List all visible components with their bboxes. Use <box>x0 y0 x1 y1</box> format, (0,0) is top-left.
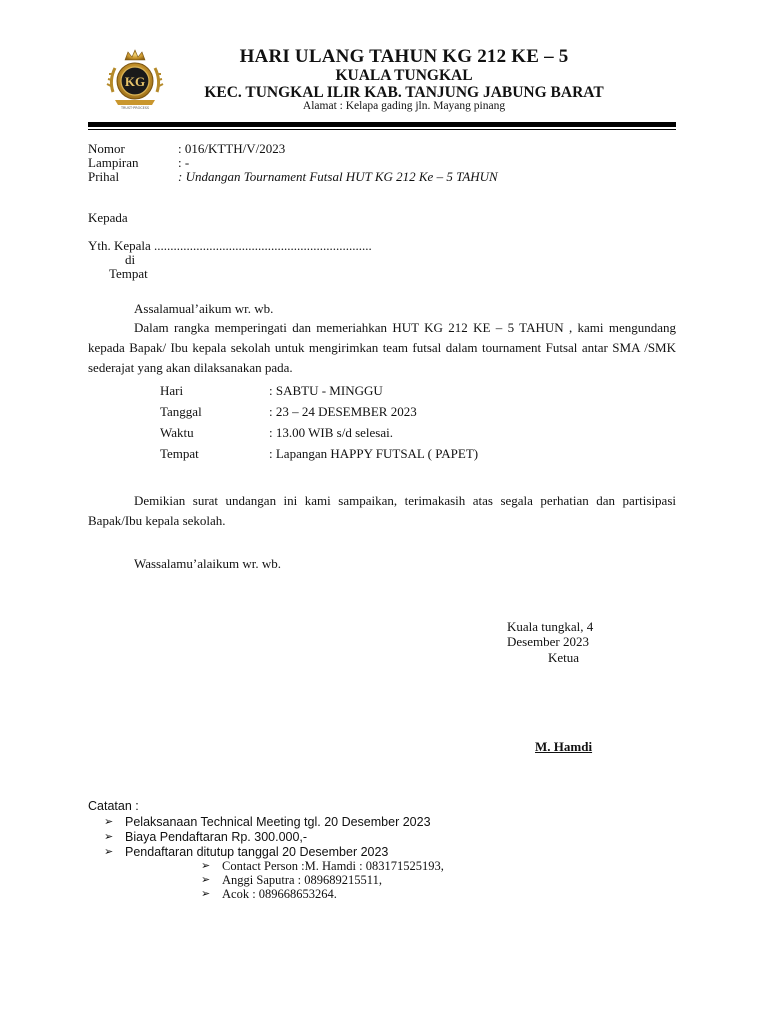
intro-paragraph: Dalam rangka memperingati dan memeriahkan HUT KG 212 KE – 5 TAHUN , kami mengundang kepada Bapak/ Ibu kepala sekolah untuk mengirimkan team futsal dalam tournament Futsal antar SMA /SMK sederajat yang akan dilaksanakan pada. <box>88 320 676 375</box>
letterhead-address: Alamat : Kelapa gading jln. Mayang pinang <box>302 100 506 112</box>
detail-value: : Lapangan HAPPY FUTSAL ( PAPET) <box>269 446 479 461</box>
note-item: Pelaksanaan Technical Meeting tgl. 20 Desember 2023 <box>125 815 431 829</box>
header-divider-thin <box>88 129 676 130</box>
note-item: Biaya Pendaftaran Rp. 300.000,- <box>125 830 308 844</box>
arrow-icon: ➢ <box>104 830 114 843</box>
recipient-di: di <box>125 252 136 267</box>
lampiran-value: : - <box>178 155 190 170</box>
signature-date: Desember 2023 <box>507 634 589 649</box>
prihal-value: : Undangan Tournament Futsal HUT KG 212 Ke – 5 TAHUN <box>178 169 498 184</box>
letterhead-city: KUALA TUNGKAL <box>335 67 473 84</box>
greeting: Assalamual’aikum wr. wb. <box>134 301 274 316</box>
notes-heading: Catatan : <box>88 799 139 813</box>
lampiran-label: Lampiran <box>88 155 139 170</box>
letterhead-region: KEC. TUNGKAL ILIR KAB. TANJUNG JABUNG BARAT <box>204 84 604 101</box>
signature-place-date: Kuala tungkal, 4 <box>507 619 594 634</box>
farewell: Wassalamu’alaikum wr. wb. <box>134 556 281 571</box>
letterhead-title: HARI ULANG TAHUN KG 212 KE – 5 <box>239 46 569 67</box>
logo-caption: TRUST·PROCESS <box>120 106 150 110</box>
contact-item: Anggi Saputra : 089689215511, <box>222 873 382 887</box>
recipient-kepada: Kepada <box>88 210 128 225</box>
detail-value: : 23 – 24 DESEMBER 2023 <box>269 404 417 419</box>
detail-label: Tempat <box>160 446 199 461</box>
detail-label: Tanggal <box>160 404 202 419</box>
detail-label: Hari <box>160 383 184 398</box>
note-item: Pendaftaran ditutup tanggal 20 Desember 2023 <box>125 845 389 859</box>
header-divider-thick <box>88 122 676 127</box>
contact-item: Contact Person :M. Hamdi : 083171525193, <box>222 859 444 873</box>
arrow-icon: ➢ <box>104 815 114 828</box>
logo-text: KG <box>124 74 146 89</box>
recipient-tempat: Tempat <box>109 266 148 281</box>
arrow-icon: ➢ <box>104 845 114 858</box>
arrow-icon: ➢ <box>201 887 211 900</box>
detail-label: Waktu <box>160 425 194 440</box>
signature-role: Ketua <box>548 650 580 665</box>
recipient-yth: Yth. Kepala ................................................................... <box>88 238 372 253</box>
prihal-label: Prihal <box>88 169 120 184</box>
arrow-icon: ➢ <box>201 873 211 886</box>
contact-item: Acok : 089668653264. <box>222 887 337 901</box>
closing-paragraph: Demikian surat undangan ini kami sampaikan, terimakasih atas segala perhatian dan partisipasi Bapak/Ibu kepala sekolah. <box>88 493 676 528</box>
detail-value: : 13.00 WIB s/d selesai. <box>269 425 393 440</box>
nomor-value: : 016/KTTH/V/2023 <box>178 141 286 156</box>
detail-value: : SABTU - MINGGU <box>269 383 383 398</box>
signature-name: M. Hamdi <box>535 739 593 754</box>
arrow-icon: ➢ <box>201 859 211 872</box>
nomor-label: Nomor <box>88 141 125 156</box>
